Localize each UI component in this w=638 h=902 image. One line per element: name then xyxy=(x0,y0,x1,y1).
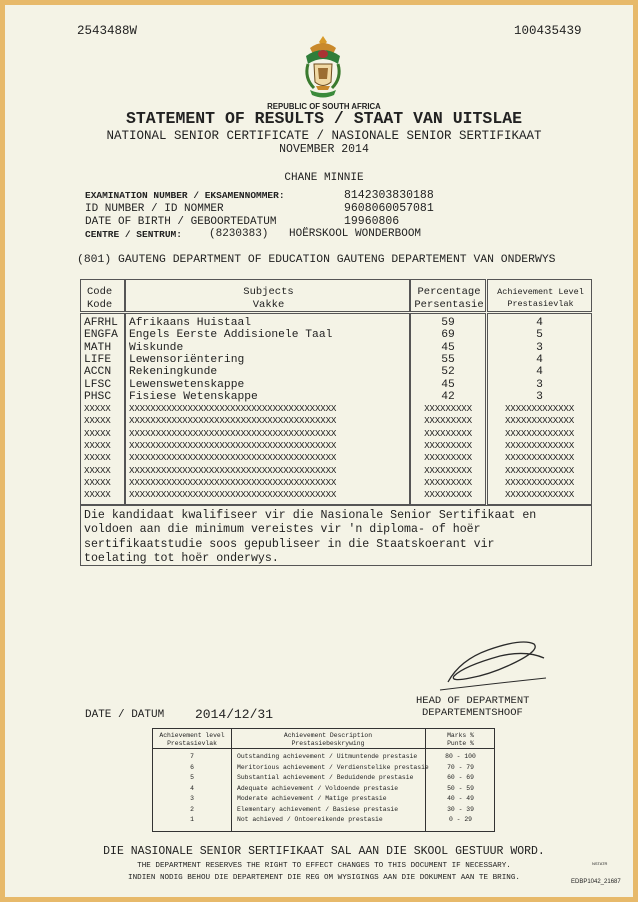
header-subjects: Subjects xyxy=(243,286,294,298)
subject-name: Afrikaans Huistaal xyxy=(129,317,252,329)
legend-description: Meritorious achievement / Verdienstelike prestasie xyxy=(237,763,429,771)
legend-header-marks: Marks % xyxy=(447,732,474,739)
legend-row xyxy=(153,794,494,804)
legend-header-level-af: Prestasievlak xyxy=(167,740,217,747)
subject-percentage: 45 xyxy=(441,341,455,354)
exam-session: NOVEMBER 2014 xyxy=(279,143,369,156)
filler-subject-percentage: XXXXXXXXX xyxy=(424,476,472,488)
filler-subject-code: XXXXX xyxy=(84,464,111,476)
centre-name: HOËRSKOOL WONDERBOOM xyxy=(289,228,422,240)
filler-subject-name: XXXXXXXXXXXXXXXXXXXXXXXXXXXXXXXXXXXXXXX xyxy=(129,476,337,488)
filler-subject-name: XXXXXXXXXXXXXXXXXXXXXXXXXXXXXXXXXXXXXXX xyxy=(129,427,337,439)
subject-name: Engels Eerste Addisionele Taal xyxy=(129,329,333,342)
legend-description: Elementary achievement / Basiese prestasie xyxy=(237,805,399,813)
filler-subject-percentage: XXXXXXXXX xyxy=(424,440,472,451)
id-number-label: ID NUMBER / ID NOMMER xyxy=(85,203,224,215)
dob-label: DATE OF BIRTH / GEBOORTEDATUM xyxy=(85,216,277,228)
legend-marks: 30 - 39 xyxy=(447,805,474,813)
legend-header-level: Achievement level xyxy=(159,732,225,739)
filler-subject-name: XXXXXXXXXXXXXXXXXXXXXXXXXXXXXXXXXXXXXXX xyxy=(129,403,337,415)
legend-description: Adequate achievement / Voldoende prestasie xyxy=(237,784,399,792)
document-serial-right: 100435439 xyxy=(514,24,582,38)
legend-level: 3 xyxy=(190,795,194,802)
legend-marks: 40 - 49 xyxy=(447,795,474,802)
legend-marks: 0 - 29 xyxy=(448,816,472,823)
header-percentage: Percentage xyxy=(417,286,481,298)
exam-number-value: 8142303830188 xyxy=(344,189,434,202)
filler-subject-code: XXXXX xyxy=(84,452,111,464)
legend-level: 5 xyxy=(190,774,194,781)
form-code: EDBP1042_21687 xyxy=(571,879,621,885)
subject-percentage: 59 xyxy=(441,317,455,329)
dob-value: 19960806 xyxy=(344,215,400,228)
statement-line: toelating tot hoër onderwys. xyxy=(84,551,279,565)
filler-subject-name: XXXXXXXXXXXXXXXXXXXXXXXXXXXXXXXXXXXXXXX xyxy=(129,415,337,427)
legend-level: 6 xyxy=(190,763,194,771)
filler-subject-percentage: XXXXXXXXX xyxy=(424,452,472,464)
subject-percentage: 45 xyxy=(441,378,455,391)
subject-name: Wiskunde xyxy=(129,341,184,354)
filler-subject-percentage: XXXXXXXXX xyxy=(424,464,472,476)
filler-subject-code: XXXXX xyxy=(84,476,111,488)
filler-subject-level: XXXXXXXXXXXXX xyxy=(504,427,575,439)
subject-level: 4 xyxy=(536,317,543,329)
subject-code: LFSC xyxy=(84,378,112,391)
legend-header-description-af: Prestasiebeskrywing xyxy=(291,740,365,747)
statement-line: voldoen aan die minimum vereistes vir 'n diploma- of hoër xyxy=(84,523,481,537)
legend-level: 4 xyxy=(190,784,194,792)
head-of-department-label-af: DEPARTEMENTSHOOF xyxy=(422,707,523,719)
filler-subject-code: XXXXX xyxy=(84,415,111,427)
subject-percentage: 69 xyxy=(441,329,455,342)
header-subjects-af: Vakke xyxy=(252,299,285,311)
subject-level: 4 xyxy=(536,353,543,366)
legend-row xyxy=(153,815,494,825)
filler-subject-level: XXXXXXXXXXXXX xyxy=(504,452,575,464)
legend-marks: 50 - 59 xyxy=(447,784,474,792)
filler-subject-percentage: XXXXXXXXX xyxy=(424,403,472,415)
subject-level: 5 xyxy=(536,329,543,342)
filler-subject-level: XXXXXXXXXXXXX xyxy=(504,464,575,476)
header-percentage-af: Persentasie xyxy=(414,299,484,311)
centre-label: CENTRE / SENTRUM: xyxy=(85,229,182,240)
subject-percentage: 55 xyxy=(441,353,455,366)
subject-code: LIFE xyxy=(84,353,112,366)
statement-line: sertifikaatstudie soos gepubliseer in die Staatskoerant vir xyxy=(84,537,495,551)
legend-description: Moderate achievement / Matige prestasie xyxy=(237,795,387,802)
coat-of-arms-emblem xyxy=(300,34,346,100)
signature xyxy=(430,620,550,695)
subject-percentage: 52 xyxy=(441,366,455,379)
subject-code: ACCN xyxy=(84,366,112,379)
legend-header-marks-af: Punte % xyxy=(447,740,474,747)
legend-description: Substantial achievement / Beduidende prestasie xyxy=(237,774,414,781)
subject-name: Lewenswetenskappe xyxy=(129,378,245,391)
qualification-statement-box xyxy=(80,505,592,566)
filler-subject-code: XXXXX xyxy=(84,427,111,439)
head-of-department-label: HEAD OF DEPARTMENT xyxy=(416,695,530,707)
filler-subject-name: XXXXXXXXXXXXXXXXXXXXXXXXXXXXXXXXXXXXXXX xyxy=(129,452,337,464)
header-level-af: Prestasievlak xyxy=(507,299,574,309)
subject-code: MATH xyxy=(84,341,112,354)
filler-subject-percentage: XXXXXXXXX xyxy=(424,427,472,439)
filler-subject-level: XXXXXXXXXXXXX xyxy=(504,476,575,488)
subject-name: Fisiese Wetenskappe xyxy=(129,390,258,403)
subject-level: 4 xyxy=(536,366,543,379)
filler-subject-name: XXXXXXXXXXXXXXXXXXXXXXXXXXXXXXXXXXXXXXX xyxy=(129,440,337,451)
header-level: Achievement Level xyxy=(497,287,584,297)
exam-number-label: EXAMINATION NUMBER / EKSAMENNOMMER: xyxy=(85,190,285,201)
id-number-value: 9608060057081 xyxy=(344,202,434,215)
filler-subject-percentage: XXXXXXXXX xyxy=(424,489,472,501)
subject-code: ENGFA xyxy=(84,329,118,342)
legend-description: Outstanding achievement / Uitmuntende prestasie xyxy=(237,753,418,760)
header-code-cell xyxy=(80,279,125,312)
subject-name: Lewensoriëntering xyxy=(129,353,245,366)
legend-row xyxy=(153,805,494,815)
qualification-statement xyxy=(84,509,536,566)
filler-subject-level: XXXXXXXXXXXXX xyxy=(504,403,575,415)
date-label: DATE / DATUM xyxy=(85,709,165,721)
filler-subject-level: XXXXXXXXXXXXX xyxy=(504,440,575,451)
header-code-af: Kode xyxy=(87,299,113,311)
footer-disclaimer: THE DEPARTMENT RESERVES THE RIGHT TO EFFECT CHANGES TO THIS DOCUMENT IF NECESSARY. xyxy=(137,862,511,870)
document-serial-left: 2543488W xyxy=(77,24,138,38)
legend-marks: 60 - 69 xyxy=(447,774,474,781)
header-subjects-cell xyxy=(125,279,410,312)
header-level-cell xyxy=(487,279,592,312)
filler-subject-percentage: XXXXXXXXX xyxy=(424,415,472,427)
subject-code: PHSC xyxy=(84,390,112,403)
filler-subject-name: XXXXXXXXXXXXXXXXXXXXXXXXXXXXXXXXXXXXXXX xyxy=(129,464,337,476)
footer-disclaimer-af: INDIEN NODIG BEHOU DIE DEPARTEMENT DIE REG OM WYSIGINGS AAN DIE DOKUMENT AAN TE BRING. xyxy=(128,874,520,882)
date-value: 2014/12/31 xyxy=(195,707,274,722)
subject-percentage: 42 xyxy=(441,390,455,403)
centre-code: (8230383) xyxy=(209,228,269,240)
legend-row xyxy=(153,784,494,794)
legend-header-description: Achievement Description xyxy=(283,732,373,739)
legend-level: 2 xyxy=(190,805,194,813)
legend-description: Not achieved / Ontoereikende prestasie xyxy=(237,816,383,823)
small-mark: NSTATR xyxy=(592,861,608,866)
legend-row xyxy=(153,763,494,773)
legend-marks: 80 - 100 xyxy=(445,753,476,760)
subject-level: 3 xyxy=(536,390,543,403)
subject-level: 3 xyxy=(536,378,543,391)
document-title: STATEMENT OF RESULTS / STAAT VAN UITSLAE xyxy=(125,109,523,128)
legend-level: 7 xyxy=(190,753,194,760)
filler-subject-name: XXXXXXXXXXXXXXXXXXXXXXXXXXXXXXXXXXXXXXX xyxy=(129,489,337,501)
filler-subject-code: XXXXX xyxy=(84,403,111,415)
document-subtitle: NATIONAL SENIOR CERTIFICATE / NASIONALE SENIOR SERTIFIKAAT xyxy=(106,129,542,143)
legend-row xyxy=(153,773,494,783)
legend-row xyxy=(153,752,494,762)
footer-notice: DIE NASIONALE SENIOR SERTIFIKAAT SAL AAN DIE SKOOL GESTUUR WORD. xyxy=(103,845,545,858)
achievement-legend-table xyxy=(152,728,495,832)
subject-code: AFRHL xyxy=(84,317,118,329)
republic-label: REPUBLIC OF SOUTH AFRICA xyxy=(267,102,381,111)
department-line: (801) GAUTENG DEPARTMENT OF EDUCATION GAUTENG DEPARTEMENT VAN ONDERWYS xyxy=(77,254,556,266)
header-percentage-cell xyxy=(410,279,486,312)
legend-level: 1 xyxy=(190,816,194,823)
statement-line: Die kandidaat kwalifiseer vir die Nasionale Senior Sertifikaat en xyxy=(84,509,537,522)
legend-marks: 70 - 79 xyxy=(447,763,474,771)
filler-subject-level: XXXXXXXXXXXXX xyxy=(504,415,575,427)
filler-subject-code: XXXXX xyxy=(84,440,111,451)
candidate-name: CHANE MINNIE xyxy=(284,172,364,184)
filler-subject-code: XXXXX xyxy=(84,489,111,501)
subject-name: Rekeningkunde xyxy=(129,366,218,379)
filler-subject-level: XXXXXXXXXXXXX xyxy=(504,489,575,501)
header-code: Code xyxy=(87,286,113,298)
subject-level: 3 xyxy=(536,341,543,354)
